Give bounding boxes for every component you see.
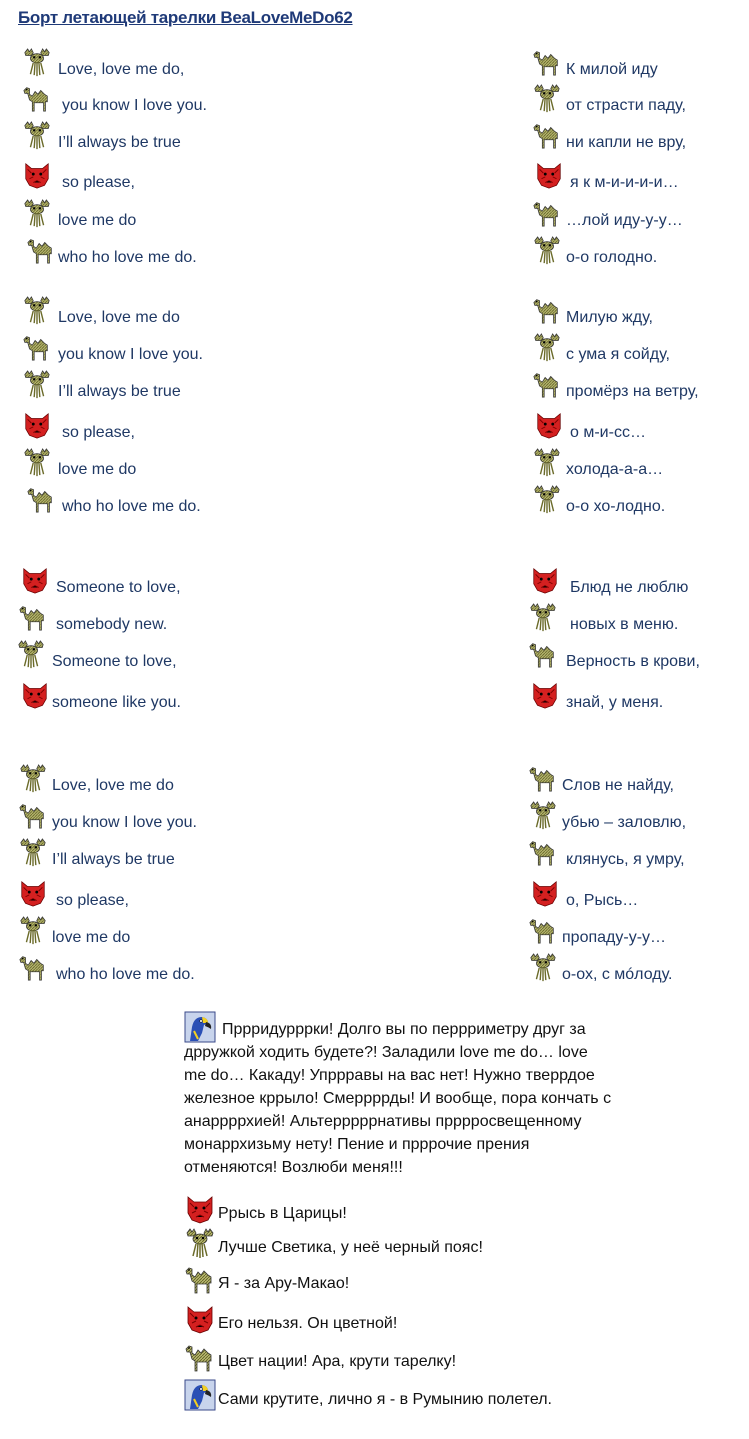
- right-line-text: о, Рысь…: [566, 892, 639, 909]
- chat-message-text: Сами крутите, лично я - в Румынию полетел.: [218, 1391, 552, 1408]
- camel-icon: [528, 914, 558, 946]
- camel-icon: [528, 762, 558, 794]
- right-line-text: пропаду-у-у…: [562, 929, 667, 946]
- right-line-text: Слов не найду,: [562, 777, 674, 794]
- cat-icon: [22, 409, 52, 441]
- cat-icon: [530, 877, 560, 909]
- left-line-text: so please,: [62, 424, 135, 441]
- camel-icon: [26, 234, 56, 266]
- cat-icon: [20, 679, 50, 711]
- right-line-text: К милой иду: [566, 61, 658, 78]
- chat-message-text: Цвет нации! Ара, крути тарелку!: [218, 1353, 457, 1370]
- right-line-text: знай, у меня.: [566, 694, 664, 711]
- cat-icon: [184, 1193, 216, 1225]
- cat-icon: [534, 159, 564, 191]
- cat-icon: [530, 679, 560, 711]
- left-line-text: who ho love me do.: [56, 966, 195, 983]
- moose-icon: [528, 799, 558, 831]
- moose-icon: [18, 836, 48, 868]
- camel-icon: [22, 82, 52, 114]
- right-line-text: о-о хо-лодно.: [566, 498, 666, 515]
- camel-icon: [532, 294, 562, 326]
- right-line-text: ни капли не вру,: [566, 134, 687, 151]
- moose-icon: [532, 331, 562, 363]
- left-line-text: I’ll always be true: [52, 851, 175, 868]
- right-line-text: Верность в крови,: [566, 653, 700, 670]
- page-title: Борт летающей тарелки BeaLoveMeDo62: [18, 8, 353, 27]
- left-line-text: Love, love me do: [58, 309, 180, 326]
- cat-icon: [184, 1303, 216, 1335]
- right-line-text: о-ох, с мóлоду.: [562, 966, 673, 983]
- left-line-text: love me do: [58, 461, 137, 478]
- left-line-text: I’ll always be true: [58, 134, 181, 151]
- moose-icon: [532, 446, 562, 478]
- left-line-text: so please,: [62, 174, 135, 191]
- chat-message-text: Я - за Ару-Макао!: [218, 1275, 350, 1292]
- cat-icon: [20, 564, 50, 596]
- moose-icon: [528, 601, 558, 633]
- right-line-text: промёрз на ветру,: [566, 383, 699, 400]
- moose-icon: [184, 1227, 216, 1259]
- moose-icon: [532, 234, 562, 266]
- left-line-text: somebody new.: [56, 616, 168, 633]
- chat-message-text: Ррысь в Царицы!: [218, 1205, 347, 1222]
- right-line-text: убью – заловлю,: [562, 814, 687, 831]
- parrot-icon: [184, 1379, 216, 1411]
- moose-icon: [18, 762, 48, 794]
- right-line-text: от страсти паду,: [566, 97, 686, 114]
- left-line-text: Love, love me do: [52, 777, 174, 794]
- camel-icon: [532, 368, 562, 400]
- right-line-text: клянусь, я умру,: [566, 851, 685, 868]
- moose-icon: [528, 951, 558, 983]
- right-line-text: холода-а-а…: [566, 461, 664, 478]
- camel-icon: [18, 601, 48, 633]
- moose-icon: [22, 294, 52, 326]
- camel-icon: [532, 46, 562, 78]
- camel-icon: [532, 197, 562, 229]
- cat-icon: [534, 409, 564, 441]
- right-line-text: Милую жду,: [566, 309, 653, 326]
- right-line-text: о м-и-сс…: [570, 424, 646, 441]
- right-line-text: я к м-и-и-и-и…: [570, 174, 679, 191]
- left-line-text: Love, love me do,: [58, 61, 185, 78]
- left-line-text: you know I love you.: [58, 346, 203, 363]
- moose-icon: [532, 483, 562, 515]
- left-line-text: who ho love me do.: [62, 498, 201, 515]
- chat-message-text: Его нельзя. Он цветной!: [218, 1315, 398, 1332]
- left-line-text: you know I love you.: [52, 814, 197, 831]
- moose-icon: [22, 446, 52, 478]
- right-line-text: новых в меню.: [570, 616, 679, 633]
- camel-icon: [528, 836, 558, 868]
- camel-icon: [26, 483, 56, 515]
- cat-icon: [18, 877, 48, 909]
- left-line-text: Someone to love,: [52, 653, 177, 670]
- moose-icon: [22, 119, 52, 151]
- left-line-text: I’ll always be true: [58, 383, 181, 400]
- camel-icon: [18, 799, 48, 831]
- left-line-text: love me do: [52, 929, 131, 946]
- moose-icon: [22, 197, 52, 229]
- right-line-text: …лой иду-у-у…: [566, 212, 683, 229]
- left-line-text: someone like you.: [52, 694, 181, 711]
- left-line-text: you know I love you.: [62, 97, 207, 114]
- moose-icon: [22, 46, 52, 78]
- camel-icon: [532, 119, 562, 151]
- moose-icon: [16, 638, 46, 670]
- chat-message-text: Пррридурррки! Долго вы по перрриметру друг за дрружкой ходить будете?! Заладили love me do… love me do… Какаду! Упррравы на вас нет! Нужно тверрдое железное кррыло! Смеррррды! И вообще, пора кончать с анаррррхией! Альтерррррнативы прррросвещенному монаррхизьму нету! Пение и прррочие прения отменяются! Возлюби меня!!!: [184, 1021, 612, 1176]
- right-line-text: с ума я сойду,: [566, 346, 670, 363]
- left-line-text: love me do: [58, 212, 137, 229]
- left-line-text: so please,: [56, 892, 129, 909]
- left-line-text: who ho love me do.: [58, 249, 197, 266]
- camel-icon: [184, 1341, 216, 1373]
- moose-icon: [22, 368, 52, 400]
- camel-icon: [528, 638, 558, 670]
- cat-icon: [530, 564, 560, 596]
- camel-icon: [18, 951, 48, 983]
- camel-icon: [184, 1263, 216, 1295]
- moose-icon: [18, 914, 48, 946]
- chat-message-text: Лучше Светика, у неё черный пояс!: [218, 1239, 483, 1256]
- moose-icon: [532, 82, 562, 114]
- right-line-text: о-о голодно.: [566, 249, 658, 266]
- cat-icon: [22, 159, 52, 191]
- right-line-text: Блюд не люблю: [570, 579, 689, 596]
- camel-icon: [22, 331, 52, 363]
- left-line-text: Someone to love,: [56, 579, 181, 596]
